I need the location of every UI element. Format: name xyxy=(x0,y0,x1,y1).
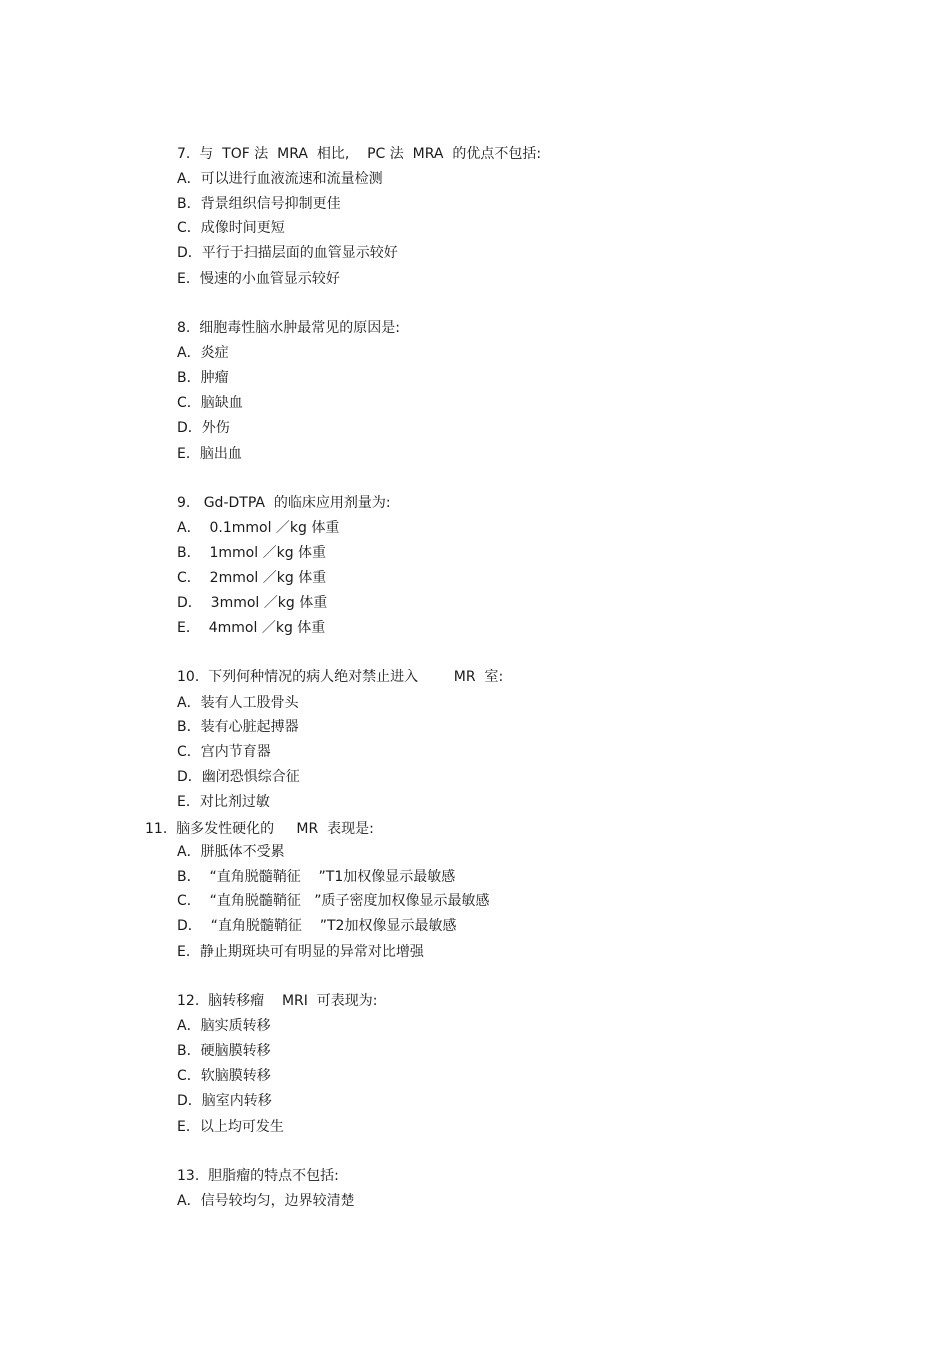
question-8-option-c: C．脑缺血 xyxy=(177,395,243,411)
question-7-option-e: E．慢速的小血管显示较好 xyxy=(177,271,340,287)
question-11-stem: 11. 脑多发性硬化的 MR 表现是: xyxy=(145,821,374,837)
question-8-option-a: A．炎症 xyxy=(177,345,229,361)
question-12-option-a: A．脑实质转移 xyxy=(177,1018,271,1034)
question-11-option-c: C． “直角脱髓鞘征 ”质子密度加权像显示最敏感 xyxy=(177,893,490,909)
question-10-option-b: B．装有心脏起搏器 xyxy=(177,719,299,735)
question-7-option-a: A．可以进行血液流速和流量检测 xyxy=(177,171,383,187)
question-13-option-a: A．信号较均匀，边界较清楚 xyxy=(177,1193,355,1209)
question-12-option-d: D．脑室内转移 xyxy=(177,1093,272,1109)
question-10-option-e: E．对比剂过敏 xyxy=(177,794,270,810)
question-7-stem: 7. 与 TOF 法 MRA 相比, PC 法 MRA 的优点不包括: xyxy=(177,146,542,162)
question-9-option-d: D． 3mmol ／kg 体重 xyxy=(177,595,328,611)
question-10-option-a: A．装有人工股骨头 xyxy=(177,695,299,711)
question-7-option-c: C．成像时间更短 xyxy=(177,220,285,236)
question-10-stem: 10. 下列何种情况的病人绝对禁止进入 MR 室: xyxy=(177,669,504,685)
question-11-option-d: D． “直角脱髓鞘征 ”T2加权像显示最敏感 xyxy=(177,918,457,934)
question-11-option-a: A．胼胝体不受累 xyxy=(177,844,285,860)
question-7-option-d: D．平行于扫描层面的血管显示较好 xyxy=(177,245,398,261)
question-10-option-c: C．宫内节育器 xyxy=(177,744,271,760)
question-7-option-b: B．背景组织信号抑制更佳 xyxy=(177,196,341,212)
question-8-stem: 8. 细胞毒性脑水肿最常见的原因是: xyxy=(177,320,400,336)
question-12-option-b: B．硬脑膜转移 xyxy=(177,1043,271,1059)
question-12-option-c: C．软脑膜转移 xyxy=(177,1068,271,1084)
question-12-stem: 12. 脑转移瘤 MRI 可表现为: xyxy=(177,993,378,1009)
question-8-option-b: B．肿瘤 xyxy=(177,370,229,386)
question-9-option-a: A． 0.1mmol ／kg 体重 xyxy=(177,520,340,536)
question-8-option-e: E．脑出血 xyxy=(177,446,242,462)
question-8-option-d: D．外伤 xyxy=(177,420,230,436)
question-9-option-b: B． 1mmol ／kg 体重 xyxy=(177,545,327,561)
question-9-option-c: C． 2mmol ／kg 体重 xyxy=(177,570,327,586)
question-12-option-e: E．以上均可发生 xyxy=(177,1119,284,1135)
question-9-stem: 9. Gd-DTPA 的临床应用剂量为: xyxy=(177,495,391,511)
question-9-option-e: E． 4mmol ／kg 体重 xyxy=(177,620,326,636)
question-11-option-e: E．静止期斑块可有明显的异常对比增强 xyxy=(177,944,424,960)
question-10-option-d: D．幽闭恐惧综合征 xyxy=(177,769,300,785)
question-13-stem: 13. 胆脂瘤的特点不包括: xyxy=(177,1168,339,1184)
question-11-option-b: B． “直角脱髓鞘征 ”T1加权像显示最敏感 xyxy=(177,869,456,885)
